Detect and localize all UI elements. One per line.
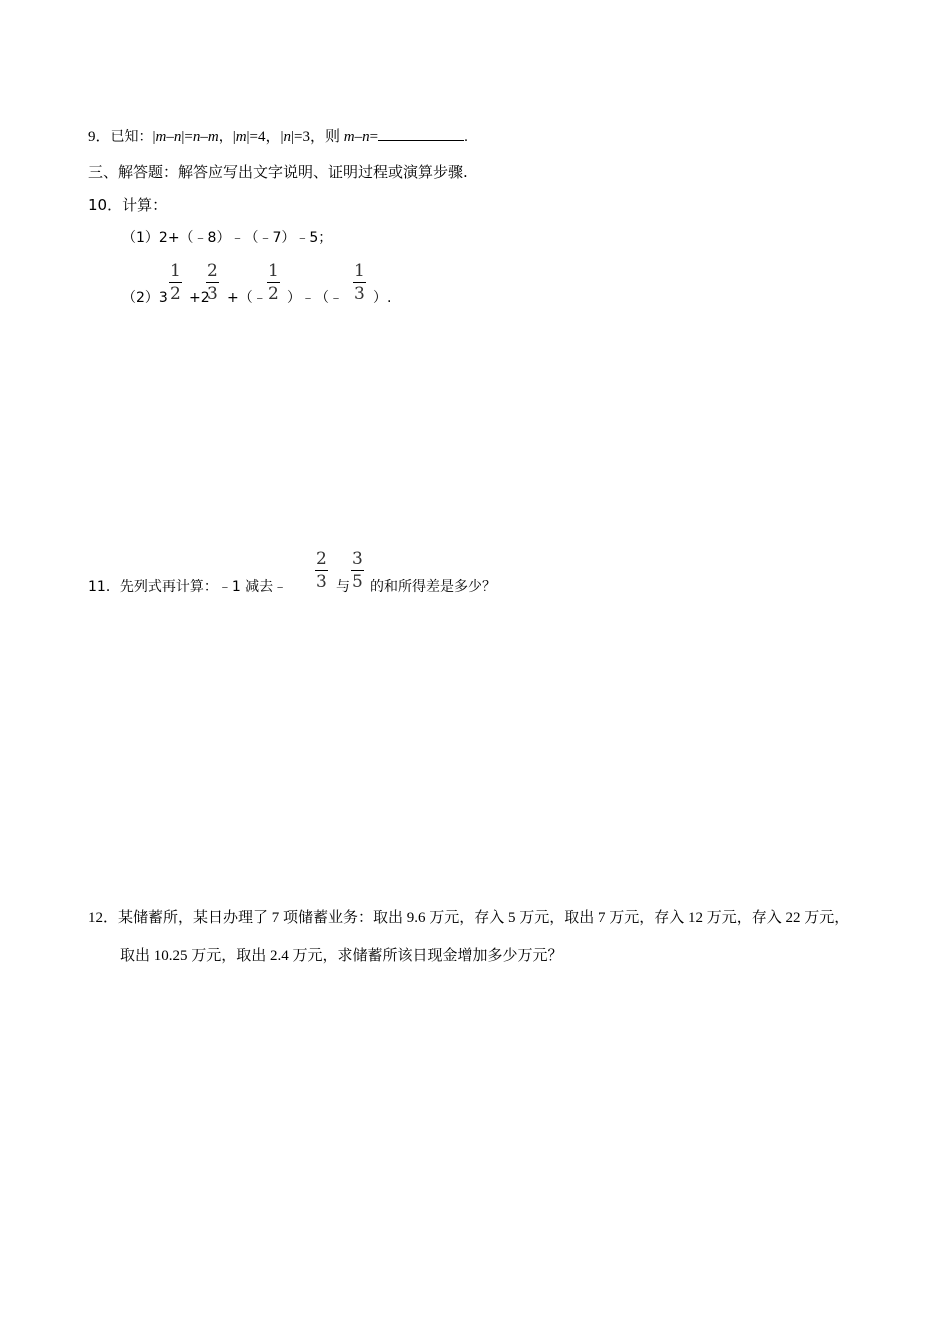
var-n: n [173, 129, 182, 145]
operator-text: +（﹣ [227, 290, 267, 306]
var-m: m [207, 129, 219, 145]
minus-sign: – [166, 129, 174, 145]
denominator: 5 [352, 572, 363, 592]
fraction [169, 261, 182, 304]
numerator: 3 [352, 549, 363, 569]
fraction-bar [169, 282, 182, 283]
denominator: 2 [268, 284, 279, 304]
minus-sign: – [354, 129, 363, 145]
question-12-line-1: 12．某储蓄所，某日办理了 7 项储蓄业务：取出 9.6 万元，存入 5 万元，取出 7 万元，存入 12 万元，存入 22 万元， [88, 910, 850, 926]
part-2-label: （2）3 [122, 290, 168, 306]
fraction [206, 261, 219, 304]
period: . [464, 129, 468, 145]
var-n: n [362, 129, 370, 145]
abs-bar-equals: |= [181, 129, 193, 145]
numerator: 1 [170, 261, 181, 281]
equals-sign: = [369, 129, 379, 145]
operator-text: ）. [373, 290, 392, 306]
denominator: 3 [354, 284, 365, 304]
numerator: 2 [207, 261, 218, 281]
denominator: 2 [170, 284, 181, 304]
question-prefix: 已知： [110, 129, 153, 145]
abs-bar: | [152, 129, 156, 145]
fraction-bar [315, 570, 328, 571]
var-m: m [155, 129, 167, 145]
fraction [315, 549, 328, 592]
abs-bar: | [232, 129, 236, 145]
answer-blank[interactable] [378, 126, 464, 141]
connector-text: 与 [336, 579, 350, 595]
numerator: 2 [316, 549, 327, 569]
condition-n: |=3，则 [291, 129, 344, 145]
var-n: n [283, 129, 292, 145]
question-10-title: 10．计算： [88, 196, 168, 214]
fraction-bar [351, 570, 364, 571]
abs-bar: | [280, 129, 284, 145]
question-11-text: 11．先列式再计算：﹣1 减去﹣ [88, 579, 288, 595]
numerator: 1 [354, 261, 365, 281]
fraction-bar [267, 282, 280, 283]
numerator: 1 [268, 261, 279, 281]
question-11-tail: 的和所得差是多少？ [370, 579, 496, 595]
comma: ， [218, 129, 233, 145]
var-m: m [235, 129, 247, 145]
condition-m: |=4， [246, 129, 281, 145]
fraction [351, 549, 364, 592]
operator-text: ）﹣（﹣ [287, 290, 343, 306]
var-m: m [343, 129, 355, 145]
operator-text: +2 [189, 290, 210, 306]
var-n: n [192, 129, 201, 145]
fraction-bar [206, 282, 219, 283]
denominator: 3 [207, 284, 218, 304]
section-heading: 三、解答题：解答应写出文字说明、证明过程或演算步骤. [88, 163, 468, 181]
question-number: 9． [88, 129, 111, 145]
fraction [353, 261, 366, 304]
minus-sign: – [200, 129, 208, 145]
denominator: 3 [316, 572, 327, 592]
fraction [267, 261, 280, 304]
question-9 [88, 126, 468, 147]
question-10-part-1: （1）2+（﹣8）﹣（﹣7）﹣5； [122, 230, 333, 246]
fraction-bar [353, 282, 366, 283]
question-12-line-2: 取出 10.25 万元，取出 2.4 万元，求储蓄所该日现金增加多少万元？ [120, 948, 563, 964]
